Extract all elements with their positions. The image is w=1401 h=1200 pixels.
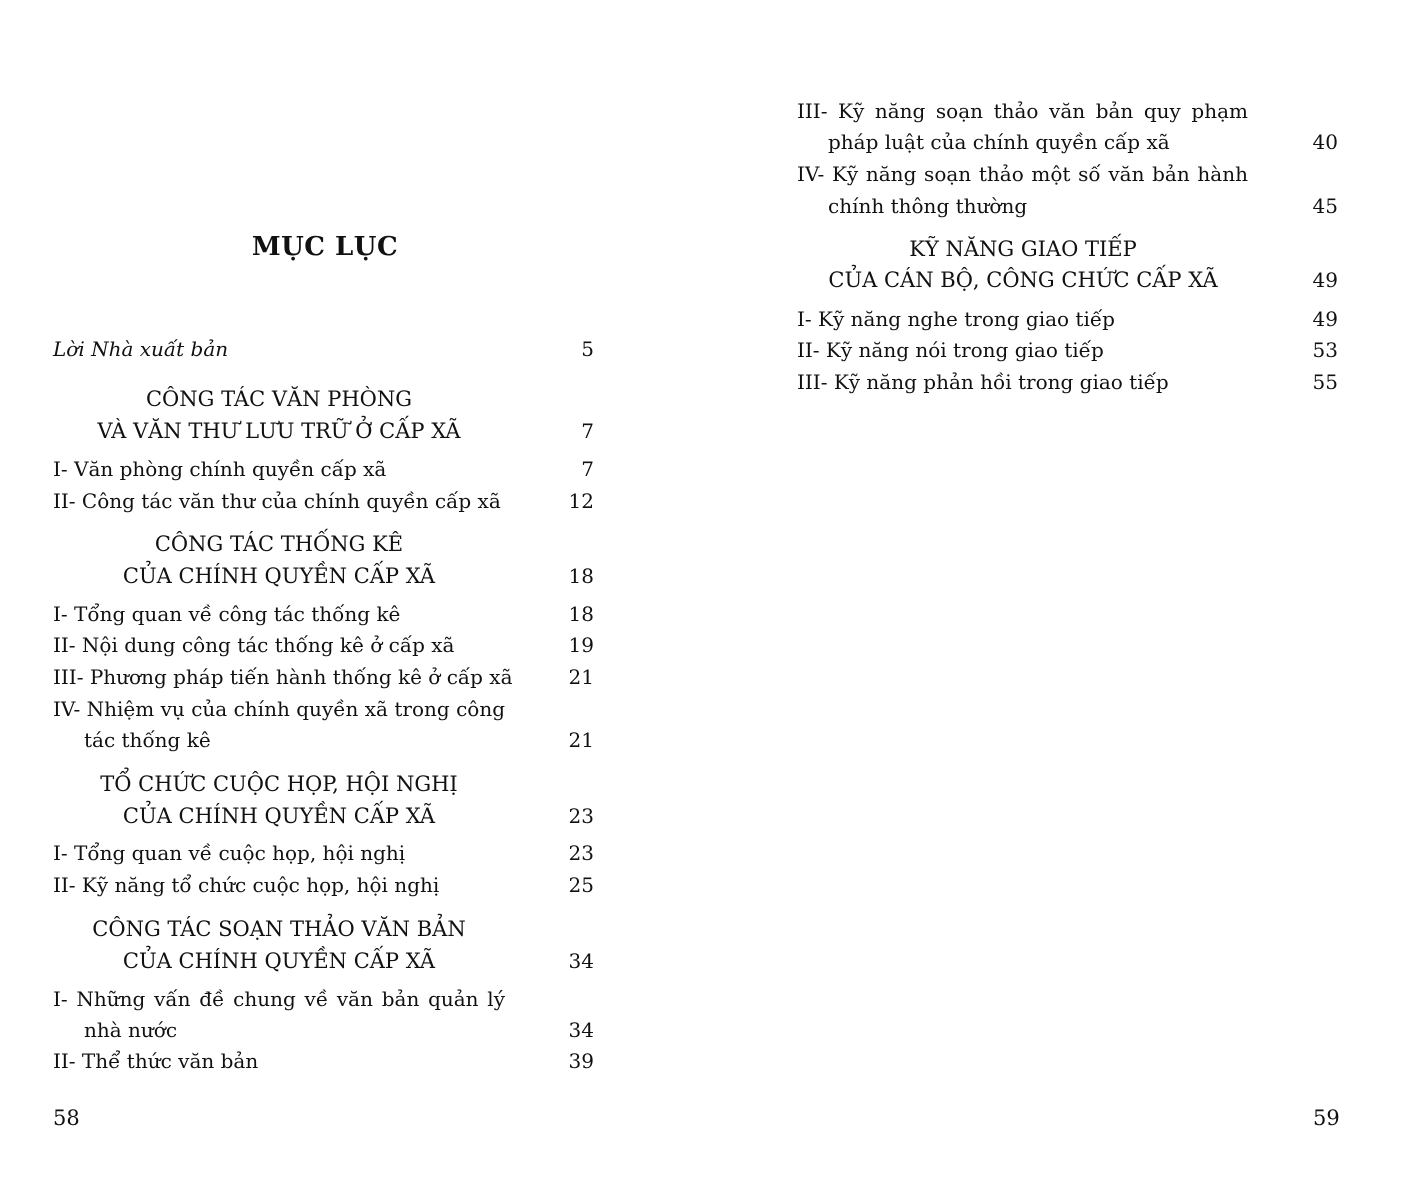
section-heading[interactable]: CỦA CÁN BỘ, CÔNG CHỨC CẤP XÃ — [828, 268, 1218, 292]
toc-entry[interactable]: I- Tổng quan về cuộc họp, hội nghị — [53, 841, 406, 865]
toc-page-number: 34 — [568, 1018, 594, 1042]
toc-entry[interactable]: II- Kỹ năng tổ chức cuộc họp, hội nghị — [53, 873, 440, 897]
toc-page-number: 40 — [1312, 130, 1338, 154]
section-heading: CÔNG TÁC VĂN PHÒNG — [145, 387, 413, 411]
toc-entry[interactable]: IV- Kỹ năng soạn thảo một số văn bản hành — [797, 162, 1248, 186]
section-heading[interactable]: CỦA CHÍNH QUYỀN CẤP XÃ — [122, 804, 436, 828]
toc-page-number: 21 — [568, 728, 594, 752]
toc-entry[interactable]: I- Những vấn đề chung về văn bản quản lý — [53, 987, 505, 1011]
page-folio: 59 — [1313, 1106, 1340, 1130]
toc-page-number: 39 — [568, 1049, 594, 1073]
toc-entry-continuation[interactable]: chính thông thường — [828, 194, 1028, 218]
section-heading[interactable]: CỦA CHÍNH QUYỀN CẤP XÃ — [122, 949, 436, 973]
toc-entry[interactable]: IV- Nhiệm vụ của chính quyền xã trong công — [53, 697, 505, 721]
toc-entry-preface[interactable]: Lời Nhà xuất bản — [53, 337, 229, 361]
toc-title: MỤC LỤC — [251, 232, 399, 262]
toc-entry[interactable]: I- Kỹ năng nghe trong giao tiếp — [797, 307, 1115, 331]
right-page — [700, 0, 1401, 1200]
toc-page-number: 7 — [581, 419, 594, 443]
toc-entry[interactable]: III- Kỹ năng phản hồi trong giao tiếp — [797, 370, 1169, 394]
toc-page-number: 18 — [568, 602, 594, 626]
toc-page-number: 18 — [568, 564, 594, 588]
toc-page-number: 45 — [1312, 194, 1338, 218]
toc-entry[interactable]: II- Công tác văn thư của chính quyền cấp xã — [53, 489, 501, 513]
toc-page-number: 23 — [568, 804, 594, 828]
toc-entry[interactable]: II- Thể thức văn bản — [53, 1049, 259, 1073]
toc-page-number: 12 — [568, 489, 594, 513]
toc-page-number: 7 — [581, 457, 594, 481]
toc-page-number: 55 — [1312, 370, 1338, 394]
toc-page-number: 49 — [1312, 307, 1338, 331]
toc-page-number: 49 — [1312, 268, 1338, 292]
toc-page-number: 34 — [568, 949, 594, 973]
section-heading[interactable]: CỦA CHÍNH QUYỀN CẤP XÃ — [122, 564, 436, 588]
toc-entry[interactable]: II- Kỹ năng nói trong giao tiếp — [797, 338, 1104, 362]
toc-page-number: 53 — [1312, 338, 1338, 362]
toc-entry-continuation[interactable]: pháp luật của chính quyền cấp xã — [828, 130, 1170, 154]
toc-entry-continuation[interactable]: nhà nước — [84, 1018, 178, 1042]
left-page — [0, 0, 700, 1200]
section-heading: CÔNG TÁC THỐNG KÊ — [154, 532, 404, 556]
toc-entry[interactable]: I- Văn phòng chính quyền cấp xã — [53, 457, 387, 481]
section-heading: TỔ CHỨC CUỘC HỌP, HỘI NGHỊ — [100, 772, 458, 796]
toc-page-number: 23 — [568, 841, 594, 865]
toc-page-number: 25 — [568, 873, 594, 897]
section-heading: CÔNG TÁC SOẠN THẢO VĂN BẢN — [92, 917, 466, 941]
toc-entry-continuation[interactable]: tác thống kê — [84, 728, 211, 752]
toc-page-number: 5 — [581, 337, 594, 361]
toc-page-number: 19 — [568, 633, 594, 657]
toc-page-number: 21 — [568, 665, 594, 689]
section-heading[interactable]: VÀ VĂN THƯ LƯU TRỮ Ở CẤP XÃ — [97, 419, 461, 443]
page-folio: 58 — [53, 1106, 80, 1130]
toc-entry[interactable]: III- Kỹ năng soạn thảo văn bản quy phạm — [797, 99, 1248, 123]
section-heading: KỸ NĂNG GIAO TIẾP — [909, 237, 1137, 261]
toc-entry[interactable]: II- Nội dung công tác thống kê ở cấp xã — [53, 633, 455, 657]
toc-entry[interactable]: I- Tổng quan về công tác thống kê — [53, 602, 401, 626]
toc-entry[interactable]: III- Phương pháp tiến hành thống kê ở cấp xã — [53, 665, 513, 689]
